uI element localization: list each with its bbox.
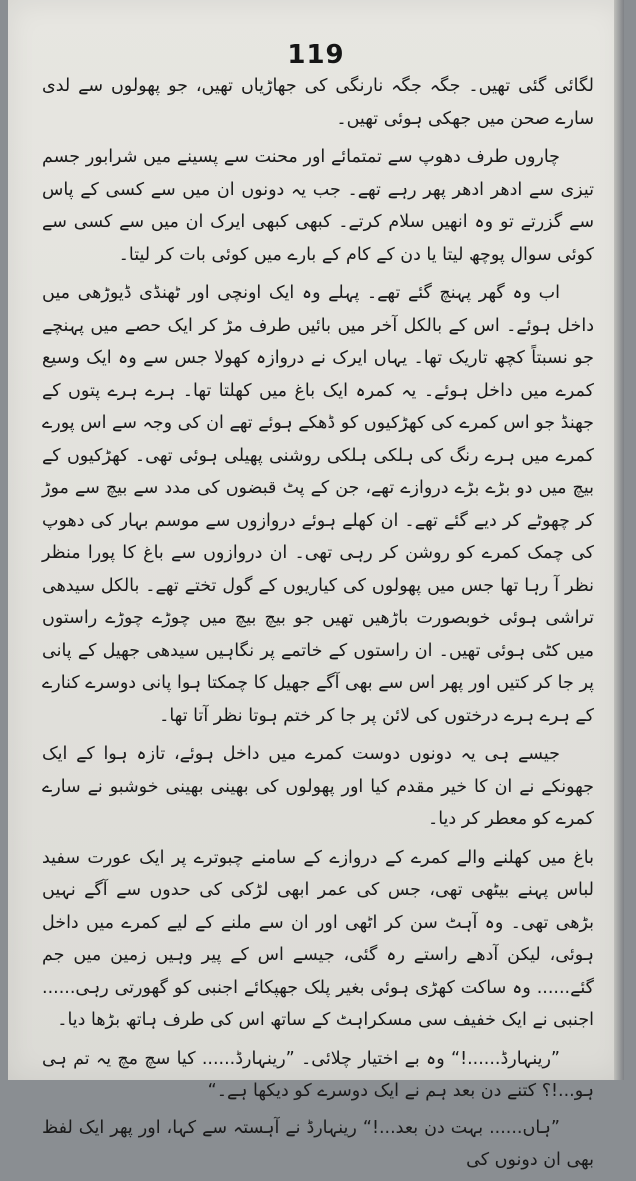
paragraph-1: لگائی گئی تھیں۔ جگہ جگہ نارنگی کی جھاڑیاں تھیں، جو پھولوں سے لدی سارے صحن میں جھکی ہوئی تھیں۔ xyxy=(42,76,594,129)
paragraph-4: جیسے ہی یہ دونوں دوست کمرے میں داخل ہوئے، تازہ ہوا کے ایک جھونکے نے ان کا خیر مقدم کیا اور پھولوں کی بھینی بھینی خوشبو نے سارے کمرے کو معطر کر دیا۔ xyxy=(42,744,594,829)
dialogue-line-1: ”رینہارڈ......!“ وہ بے اختیار چلائی۔ ”رینہارڈ...... کیا سچ مچ یہ تم ہی ہو...!؟ کتنے دن بعد ہم نے ایک دوسرے کو دیکھا ہے۔“ xyxy=(42,1048,594,1101)
paragraph-5: باغ میں کھلنے والے کمرے کے دروازے کے سامنے چبوترے پر ایک عورت سفید لباس پہنے بیٹھی تھی، جس کی عمر ابھی لڑکی کی حدوں سے آگے نہیں بڑھی تھی۔ وہ آہٹ سن کر اٹھی اور ان سے ملنے کے لیے کمرے میں داخل ہوئی، لیکن آدھے راستے رہ گئی، جیسے اس کے پیر وہیں زمین میں جم گئے...... وہ ساکت کھڑی ہوئی بغیر پلک جھپکائے اجنبی کو گھورتی رہی...... اجنبی نے ایک خفیف سی مسکراہٹ کے ساتھ اس کی طرف ہاتھ بڑھا دیا۔ xyxy=(42,847,594,1030)
page-number: 119 xyxy=(287,40,345,70)
paragraph-3: اب وہ گھر پہنچ گئے تھے۔ پہلے وہ ایک اونچی اور ٹھنڈی ڈیوڑھی میں داخل ہوئے۔ اس کے بالکل آخر میں بائیں طرف مڑ کر ایک حصے میں پہنچے جو نسبتاً کچھ تاریک تھا۔ یہاں ایرک نے دروازہ کھولا جس سے وہ ایک وسیع کمرے میں داخل ہوئے۔ یہ کمرہ ایک باغ میں کھلتا تھا۔ ہرے ہرے پتوں کے جھنڈ جو اس کمرے کی کھڑکیوں کو ڈھکے ہوئے تھے ان کی وجہ سے اس پورے کمرے میں ہرے رنگ کی ہلکی ہلکی روشنی پھیلی ہوئی تھی۔ کھڑکیوں کے بیچ میں دو بڑے بڑے دروازے تھے، جن کے پٹ قبضوں کی مدد سے بیچ سے موڑ کر چھوٹے کر دیے گئے تھے۔ ان کھلے ہوئے دروازوں سے موسم بہار کی دھوپ کی چمک کمرے کو روشن کر رہی تھی۔ ان دروازوں سے باغ کا پورا منظر نظر آ رہا تھا جس میں پھولوں کی کیاریوں کے گول تختے تھے۔ بالکل سیدھی تراشی ہوئی خوبصورت باڑھیں تھیں جو بیچ بیچ میں چوڑے چوڑے راستوں میں کٹی ہوئی تھیں۔ ان راستوں کے خاتمے پر نگاہیں سیدھی جھیل کے پانی پر جا کر کتیں اور پھر اس سے بھی آگے جھیل کا چمکتا ہوا پانی دوسرے کنارے کے ہرے ہرے درختوں کی لائن پر جا کر ختم ہوتا نظر آتا تھا۔ xyxy=(42,283,594,726)
book-page xyxy=(8,0,624,1170)
dialogue-line-2: ”ہاں...... بہت دن بعد...!“ رینہارڈ نے آہستہ سے کہا، اور پھر ایک لفظ بھی ان دونوں کی xyxy=(42,1117,594,1170)
paragraph-2: چاروں طرف دھوپ سے تمتمائے اور محنت سے پسینے میں شرابور جسم تیزی سے ادھر ادھر پھر رہے تھے۔ جب یہ دونوں ان میں سے کسی کے پاس سے گزرتے تو وہ انھیں سلام کرتے۔ کبھی کبھی ایرک ان میں سے کسی سے کوئی سوال پوچھ لیتا یا دن کے کام کے بارے میں کوئی بات کر لیتا۔ xyxy=(42,147,594,265)
page-edge-shadow xyxy=(614,0,624,1080)
page-body-text xyxy=(42,70,594,1181)
